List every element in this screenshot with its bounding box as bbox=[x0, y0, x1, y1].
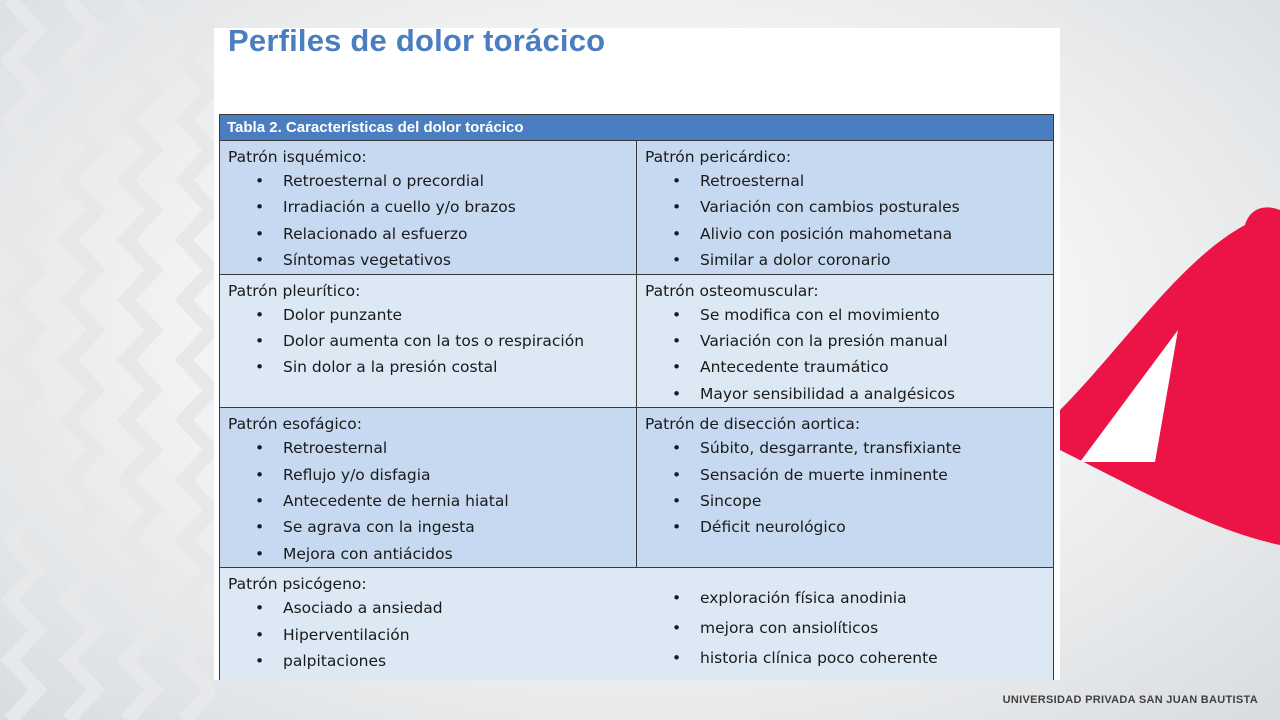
cell-title-isquemico: Patrón isquémico: bbox=[228, 148, 367, 166]
cell-title-pericardico: Patrón pericárdico: bbox=[645, 148, 792, 166]
cell-title-diseccion: Patrón de disección aortica: bbox=[645, 415, 861, 434]
cell-title-esofagico: Patrón esofágico: bbox=[228, 415, 362, 434]
bullet-icon: • bbox=[255, 172, 265, 190]
bullet-icon: • bbox=[672, 492, 682, 511]
list-item: • Déficit neurológico bbox=[637, 514, 1053, 540]
list-item: • Relacionado al esfuerzo bbox=[220, 221, 636, 247]
list-item: • historia clínica poco coherente bbox=[637, 643, 1053, 673]
list-item: • Súbito, desgarrante, transfixiante bbox=[637, 435, 1053, 461]
list-item: • Hiperventilación bbox=[220, 622, 637, 648]
bullet-icon: • bbox=[255, 305, 265, 324]
list-item: • Mejora con antiácidos bbox=[220, 541, 636, 567]
list-item: • Alivio con posición mahometana bbox=[637, 221, 1053, 247]
bullet-icon: • bbox=[672, 332, 682, 351]
list-item: • Dolor punzante bbox=[220, 302, 636, 328]
list-item: • Síntomas vegetativos bbox=[220, 247, 636, 273]
bullet-icon: • bbox=[255, 599, 265, 618]
bullet-icon: • bbox=[255, 518, 265, 537]
chest-pain-table bbox=[219, 114, 1054, 680]
list-item: • Se modifica con el movimiento bbox=[637, 302, 1053, 328]
list-item: • Antecedente traumático bbox=[637, 354, 1053, 380]
cell-esofagico bbox=[220, 408, 637, 568]
cell-title-psicogeno: Patrón psicógeno: bbox=[228, 575, 367, 594]
bullet-icon: • bbox=[672, 251, 682, 270]
bullet-icon: • bbox=[255, 465, 265, 484]
list-item: • Similar a dolor coronario bbox=[637, 247, 1053, 273]
cell-title-pleuritico: Patrón pleurítico: bbox=[228, 281, 361, 300]
bullet-icon: • bbox=[672, 589, 682, 608]
bullet-icon: • bbox=[255, 625, 265, 644]
cell-psicogeno bbox=[220, 568, 1054, 680]
bullet-icon: • bbox=[672, 198, 682, 217]
list-item: • exploración física anodinia bbox=[637, 583, 1053, 613]
bullet-icon: • bbox=[255, 251, 265, 270]
list-item: • Asociado a ansiedad bbox=[220, 595, 637, 621]
bullet-icon: • bbox=[672, 384, 682, 403]
bullet-icon: • bbox=[672, 439, 682, 458]
bullet-icon: • bbox=[672, 172, 682, 190]
cell-isquemico bbox=[220, 141, 637, 275]
zigzag-decoration bbox=[0, 0, 215, 720]
bullet-icon: • bbox=[255, 652, 265, 671]
list-item: • palpitaciones bbox=[220, 648, 637, 674]
cell-title-osteomuscular: Patrón osteomuscular: bbox=[645, 281, 819, 300]
list-item: • Variación con la presión manual bbox=[637, 328, 1053, 354]
bullet-icon: • bbox=[672, 465, 682, 484]
bullet-icon: • bbox=[255, 358, 265, 377]
cell-pleuritico bbox=[220, 274, 637, 408]
cell-diseccion-aortica bbox=[637, 408, 1054, 568]
list-item: • Sensación de muerte inminente bbox=[637, 462, 1053, 488]
list-item: • Mayor sensibilidad a analgésicos bbox=[637, 381, 1053, 407]
cell-osteomuscular bbox=[637, 274, 1054, 408]
bullet-icon: • bbox=[255, 224, 265, 243]
list-item: • Sin dolor a la presión costal bbox=[220, 354, 636, 380]
university-footer: UNIVERSIDAD PRIVADA SAN JUAN BAUTISTA bbox=[1002, 694, 1258, 706]
bullet-icon: • bbox=[672, 518, 682, 537]
list-item: • Irradiación a cuello y/o brazos bbox=[220, 194, 636, 220]
list-item: • mejora con ansiolíticos bbox=[637, 613, 1053, 643]
bullet-icon: • bbox=[672, 305, 682, 324]
bullet-icon: • bbox=[255, 439, 265, 458]
list-item: • Retroesternal o precordial bbox=[220, 168, 636, 194]
slide-content-card bbox=[214, 28, 1060, 680]
bullet-icon: • bbox=[255, 198, 265, 217]
list-item: • Se agrava con la ingesta bbox=[220, 514, 636, 540]
page-title: Perfiles de dolor torácico bbox=[228, 28, 606, 58]
bullet-icon: • bbox=[672, 649, 682, 668]
cell-pericardico bbox=[637, 141, 1054, 275]
list-item: • Retroesternal bbox=[637, 168, 1053, 194]
list-item: • Retroesternal bbox=[220, 435, 636, 461]
list-item: • Dolor aumenta con la tos o respiración bbox=[220, 328, 636, 354]
bullet-icon: • bbox=[672, 358, 682, 377]
table-caption: Tabla 2. Características del dolor torácico bbox=[220, 115, 1054, 141]
list-item: • Antecedente de hernia hiatal bbox=[220, 488, 636, 514]
bullet-icon: • bbox=[672, 619, 682, 638]
red-bell-decoration bbox=[1060, 200, 1280, 560]
bullet-icon: • bbox=[255, 332, 265, 351]
list-item: • Variación con cambios posturales bbox=[637, 194, 1053, 220]
bullet-icon: • bbox=[255, 544, 265, 563]
bullet-icon: • bbox=[255, 492, 265, 511]
list-item: • Reflujo y/o disfagia bbox=[220, 462, 636, 488]
list-item: • Sincope bbox=[637, 488, 1053, 514]
bullet-icon: • bbox=[672, 224, 682, 243]
